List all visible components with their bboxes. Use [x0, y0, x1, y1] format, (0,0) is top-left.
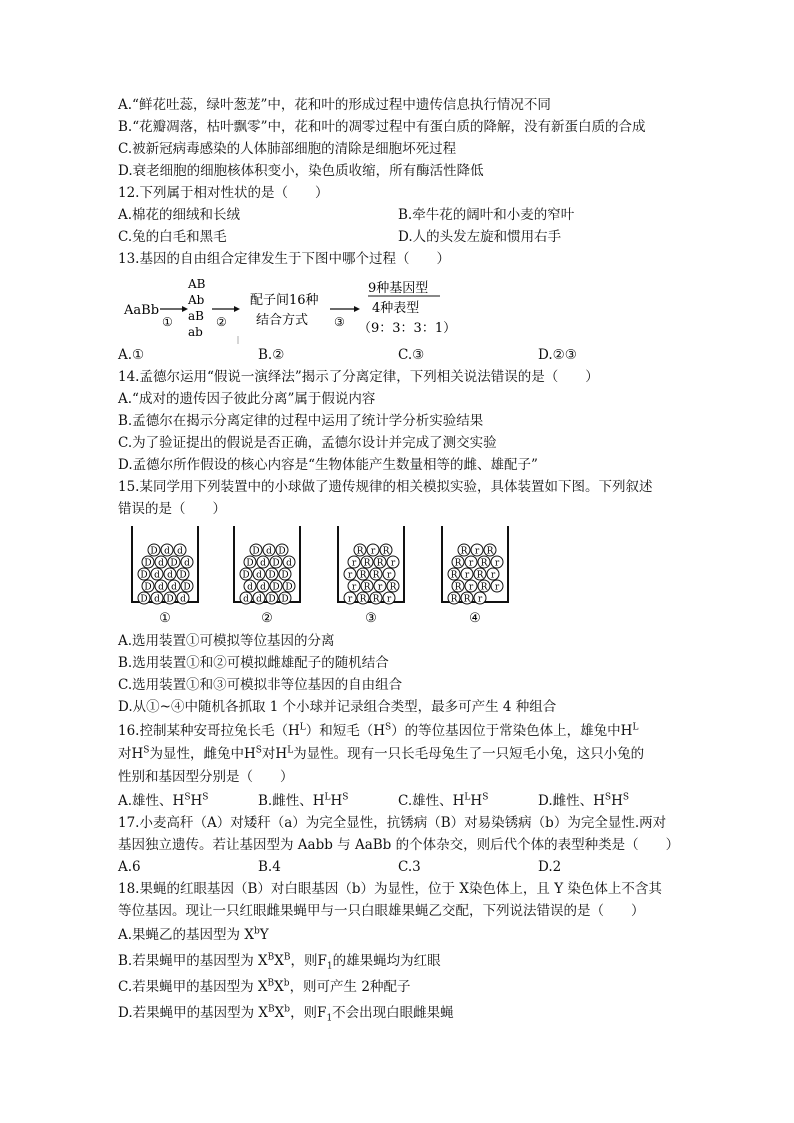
svg-text:r: r — [386, 570, 392, 581]
q11-option-b: B.“花瓣凋落，枯叶飘零”中，花和叶的凋零过程中有蛋白质的降解，没有新蛋白质的合成 — [118, 119, 646, 135]
q18-sup: b — [284, 1004, 291, 1015]
svg-text:r: r — [477, 594, 483, 605]
svg-text:r: r — [474, 546, 480, 557]
svg-text:D: D — [179, 570, 187, 581]
svg-text:d: d — [167, 570, 173, 581]
svg-text:R: R — [486, 546, 494, 557]
svg-text:d: d — [260, 582, 266, 593]
diagram-gamete-3: aB — [188, 309, 204, 323]
svg-text:r: r — [494, 582, 500, 593]
q18-line-1: 18.果蝇的红眼基因（B）对白眼基因（b）为显性，位于 X染色体上，且 Y 染色体上不含其 — [118, 881, 662, 897]
q16-sup: S — [482, 792, 489, 803]
q11-option-d: D.衰老细胞的细胞核体积变小，染色质收缩，所有酶活性降低 — [118, 163, 484, 179]
q18-sup: B — [268, 1004, 275, 1015]
q16-option-b: B.雌性、$H^LH^S$ — [258, 792, 349, 809]
ball — [458, 544, 470, 557]
ball — [142, 556, 154, 569]
ball — [387, 556, 399, 569]
q16-line-2-c: 对H — [261, 746, 288, 762]
q16-sup: S — [202, 792, 209, 803]
q18-sup: b — [253, 926, 260, 937]
ball — [177, 568, 189, 581]
q12-stem: 12.下列属于相对性状的是（ ） — [118, 185, 329, 201]
q18-option-b-end: 的雄果蝇均为红眼 — [332, 953, 441, 969]
q13-diagram-svg — [120, 276, 480, 346]
q13-stem: 13.基因的自由组合定律发生于下图中哪个过程（ ） — [118, 251, 450, 267]
svg-text:r: r — [351, 558, 357, 569]
q16-line-2-a: 对H — [118, 746, 144, 762]
q16-line-1-a: 16.控制某种安哥拉兔长毛（H — [118, 723, 300, 739]
ball — [491, 580, 503, 593]
q14-option-d: D.孟德尔所作假设的核心内容是“生物体能产生数量相等的雌、雄配子” — [118, 457, 538, 473]
svg-text:D: D — [183, 582, 191, 593]
ball — [177, 592, 189, 605]
q14-stem: 14.孟德尔运用“假说一演绎法”揭示了分离定律，下列相关说法错误的是（ ） — [118, 369, 599, 385]
q18-option-c-text: C.若果蝇甲的基因型为 X — [118, 979, 268, 995]
svg-text:r: r — [468, 558, 474, 569]
svg-text:R: R — [363, 558, 371, 569]
svg-text:d: d — [266, 546, 272, 557]
svg-text:D: D — [281, 570, 289, 581]
ball — [452, 556, 464, 569]
q13-option-b: B.② — [258, 347, 285, 363]
ball — [474, 568, 486, 581]
svg-text:D: D — [272, 558, 280, 569]
svg-text:r: r — [377, 582, 383, 593]
svg-text:r: r — [494, 558, 500, 569]
ball — [448, 568, 460, 581]
diagram-result-line-1: 9种基因型 — [368, 281, 429, 296]
q18-option-a-text: A.果蝇乙的基因型为 X — [118, 927, 254, 943]
ball — [478, 556, 490, 569]
ball — [244, 556, 256, 569]
ball — [367, 544, 379, 557]
q16-sup: S — [604, 792, 612, 803]
ball — [155, 556, 167, 569]
svg-text:D: D — [252, 546, 260, 557]
q14-option-c: C.为了验证提出的假说是否正确，孟德尔设计并完成了测交实验 — [118, 435, 497, 451]
diagram-box-line-1: 配子间16种 — [250, 293, 319, 308]
q18-option-b-text: B.若果蝇甲的基因型为 X — [118, 953, 268, 969]
svg-text:R: R — [463, 594, 471, 605]
ball — [240, 592, 252, 605]
ball — [168, 556, 180, 569]
q16-sup: L — [632, 722, 639, 733]
q18-option-a — [118, 926, 269, 944]
svg-text:D: D — [140, 570, 148, 581]
svg-text:r: r — [390, 558, 396, 569]
diagram-step-2: ② — [216, 315, 227, 329]
ball — [279, 592, 291, 605]
q18-option-d: D.若果蝇甲的基因型为 $X^BX^b$，则$F_1$不会出现白眼雌果蝇 — [118, 1004, 454, 1024]
ball — [181, 556, 193, 569]
diagram-step-3: ③ — [334, 315, 345, 329]
q12-option-d: D.人的头发左旋和惯用右手 — [398, 229, 562, 245]
ball — [263, 544, 275, 557]
svg-text:R: R — [454, 558, 462, 569]
ball — [374, 580, 386, 593]
ball — [474, 592, 486, 605]
q15-stem-line-1: 15.某同学用下列装置中的小球做了遗传规律的相关模拟实验，具体装置如下图。下列叙述 — [118, 479, 653, 495]
ball — [155, 580, 167, 593]
ball — [266, 568, 278, 581]
ball — [138, 568, 150, 581]
q16-option-d-text: D.雌性、H — [538, 793, 605, 809]
svg-text:R: R — [363, 582, 371, 593]
q16-sup: S — [143, 745, 150, 756]
q16-option-a-text: A.雄性、H — [118, 793, 185, 809]
q17-option-b: B.4 — [258, 859, 281, 875]
q18-option-b-tail: ，则F — [290, 953, 327, 969]
svg-text:d: d — [177, 546, 183, 557]
ball — [138, 592, 150, 605]
q18-option-d-tail: ，则F — [290, 1005, 327, 1021]
q17-line-2: 基因独立遗传。若让基因型为 Aabb 与 AaBb 的个体杂交，则后代个体的表型种类是（ ） — [118, 837, 680, 853]
q16-line-3: 性别和基因型分别是（ ） — [118, 769, 294, 785]
svg-text:d: d — [158, 582, 164, 593]
ball — [491, 556, 503, 569]
diagram-parent: AaBb — [124, 303, 160, 318]
diagram-gamete-1: AB — [188, 277, 206, 291]
q12-option-a: A.棉花的细绒和长绒 — [118, 207, 241, 223]
q16-option-d: D.雌性、$H^SH^S$ — [538, 792, 630, 809]
svg-text:r: r — [386, 594, 392, 605]
ball — [283, 556, 295, 569]
svg-text:d: d — [164, 546, 170, 557]
svg-text:D: D — [272, 582, 280, 593]
q15-stem-line-2: 错误的是（ ） — [118, 501, 226, 517]
svg-text:r: r — [347, 570, 353, 581]
q16-line-2 — [118, 745, 644, 763]
svg-text:R: R — [359, 570, 367, 581]
ball — [244, 580, 256, 593]
q15-option-d: D.从①~④中随机各抓取 1 个小球并记录组合类型，最多可产生 4 种组合 — [118, 699, 557, 715]
beaker-label-4: ④ — [469, 611, 481, 626]
q13-option-a: A.① — [118, 347, 145, 363]
q18-line-2: 等位基因。现让一只红眼雌果蝇甲与一只白眼雄果蝇乙交配，下列说法错误的是（ ） — [118, 903, 645, 919]
svg-text:r: r — [464, 570, 470, 581]
ball — [348, 580, 360, 593]
svg-text:d: d — [243, 594, 249, 605]
q18-sup: b — [283, 978, 290, 989]
q16-sup: S — [385, 722, 392, 733]
ball — [257, 580, 269, 593]
ball — [461, 568, 473, 581]
svg-text:d: d — [154, 570, 160, 581]
ball — [383, 592, 395, 605]
diagram-gamete-2: Ab — [188, 293, 205, 307]
svg-text:r: r — [347, 594, 353, 605]
ball — [164, 568, 176, 581]
ball — [380, 544, 392, 557]
q13-option-c: C.③ — [398, 347, 425, 363]
ball — [344, 568, 356, 581]
q18-sup: B — [267, 952, 275, 963]
q16-sup: L — [287, 745, 294, 756]
svg-text:R: R — [450, 570, 458, 581]
svg-text:r: r — [370, 546, 376, 557]
ball — [478, 580, 490, 593]
ball — [348, 556, 360, 569]
ball — [361, 580, 373, 593]
q16-sup: S — [622, 792, 630, 803]
q18-sub: 1 — [326, 961, 333, 972]
svg-text:d: d — [171, 582, 177, 593]
ball — [487, 568, 499, 581]
ball — [370, 568, 382, 581]
svg-text:D: D — [170, 558, 178, 569]
ball — [174, 544, 186, 557]
ball — [344, 592, 356, 605]
ball — [257, 556, 269, 569]
ball — [148, 544, 160, 557]
ball — [465, 580, 477, 593]
ball — [161, 544, 173, 557]
svg-text:d: d — [158, 558, 164, 569]
ball — [465, 556, 477, 569]
q16-option-a: A.雄性、$H^SH^S$ — [118, 792, 209, 809]
ball — [471, 544, 483, 557]
svg-text:R: R — [356, 546, 364, 557]
q16-line-2-d: 为显性。现有一只长毛母兔生了一只短毛小兔，这只小兔的 — [293, 746, 645, 762]
beaker-label-1: ① — [159, 611, 171, 626]
q18-option-b: B.若果蝇甲的基因型为 $X^BX^B$，则$F_1$的雄果蝇均为红眼 — [118, 952, 441, 972]
ball — [484, 544, 496, 557]
svg-text:d: d — [286, 558, 292, 569]
ball — [266, 592, 278, 605]
q16-sup: L — [324, 792, 331, 803]
ball — [250, 544, 262, 557]
ball — [361, 556, 373, 569]
svg-text:D: D — [144, 582, 152, 593]
q16-option-b-text: B.雌性、H — [258, 793, 325, 809]
beaker-label-3: ③ — [365, 611, 377, 626]
q13-diagram — [120, 276, 480, 346]
svg-text:R: R — [480, 558, 488, 569]
q15-beakers-figure — [128, 522, 518, 626]
q16-sup: L — [299, 722, 306, 733]
svg-text:R: R — [454, 582, 462, 593]
q18-option-d-text: D.若果蝇甲的基因型为 X — [118, 1005, 269, 1021]
ball — [354, 544, 366, 557]
q17-option-a: A.6 — [118, 859, 141, 875]
svg-text:D: D — [246, 558, 254, 569]
svg-text:d: d — [256, 570, 262, 581]
svg-text:R: R — [382, 546, 390, 557]
q11-option-c: C.被新冠病毒感染的人体肺部细胞的清除是细胞坏死过程 — [118, 141, 457, 157]
svg-text:R: R — [359, 594, 367, 605]
svg-text:r: r — [468, 582, 474, 593]
q16-sup: S — [342, 792, 349, 803]
svg-text:d: d — [256, 594, 262, 605]
q18-option-d-end: 不会出现白眼雌果蝇 — [332, 1005, 454, 1021]
q14-option-a: A.“成对的遗传因子彼此分离”属于假说内容 — [118, 391, 376, 407]
svg-text:d: d — [260, 558, 266, 569]
ball — [164, 592, 176, 605]
svg-text:d: d — [154, 594, 160, 605]
q16-line-1-c: ）的等位基因位于常染色体上，雄兔中H — [391, 723, 633, 739]
q13-option-d: D.②③ — [538, 347, 577, 363]
svg-text:R: R — [389, 582, 397, 593]
svg-text:D: D — [268, 570, 276, 581]
q18-option-a-tail: Y — [259, 927, 269, 943]
ball — [370, 592, 382, 605]
ball — [270, 580, 282, 593]
svg-text:R: R — [480, 582, 488, 593]
svg-text:R: R — [376, 558, 384, 569]
ball — [276, 544, 288, 557]
ball — [142, 580, 154, 593]
q16-option-c-text: C.雄性、H — [398, 793, 465, 809]
ball — [253, 592, 265, 605]
ball — [448, 592, 460, 605]
beaker-label-2: ② — [261, 611, 273, 626]
diagram-gamete-4: ab — [188, 325, 203, 339]
ball — [151, 592, 163, 605]
ball — [253, 568, 265, 581]
svg-text:R: R — [476, 570, 484, 581]
ball — [279, 568, 291, 581]
diagram-result-line-2: 4种表型 — [372, 301, 420, 316]
ball — [357, 568, 369, 581]
q16-sup: L — [464, 792, 471, 803]
svg-text:d: d — [184, 558, 190, 569]
svg-text:R: R — [372, 594, 380, 605]
q16-line-1 — [118, 722, 638, 740]
ball — [270, 556, 282, 569]
q17-option-d: D.2 — [538, 859, 562, 875]
ball — [461, 592, 473, 605]
q16-option-c: C.雄性、$H^LH^S$ — [398, 792, 489, 809]
q18-option-c-tail: ，则可产生 2种配子 — [289, 979, 411, 995]
q17-line-1: 17.小麦高秆（A）对矮秆（a）为完全显性，抗锈病（B）对易染锈病（b）为完全显性.两对 — [118, 815, 667, 831]
q16-line-1-b: ）和短毛（H — [305, 723, 386, 739]
svg-text:D: D — [285, 582, 293, 593]
diagram-step-1: ① — [162, 315, 173, 329]
svg-text:D: D — [242, 570, 250, 581]
svg-text:D: D — [268, 594, 276, 605]
q12-option-b: B.牵牛花的阔叶和小麦的窄叶 — [398, 207, 575, 223]
svg-text:R: R — [450, 594, 458, 605]
q15-option-b: B.选用装置①和②可模拟雌雄配子的随机结合 — [118, 655, 389, 671]
svg-text:D: D — [140, 594, 148, 605]
diagram-box-line-2: 结合方式 — [256, 313, 309, 328]
ball — [283, 580, 295, 593]
svg-text:r: r — [490, 570, 496, 581]
ball — [383, 568, 395, 581]
ball — [374, 556, 386, 569]
svg-text:D: D — [144, 558, 152, 569]
q18-sub: 1 — [326, 1013, 333, 1024]
q18-sup: B — [267, 978, 275, 989]
diagram-result-line-3: （9：3：3：1） — [358, 321, 457, 336]
q14-option-b: B.孟德尔在揭示分离定律的过程中运用了统计学分析实验结果 — [118, 413, 484, 429]
q12-option-c: C.兔的白毛和黑毛 — [118, 229, 227, 245]
q16-sup: S — [255, 745, 262, 756]
svg-text:d: d — [247, 582, 253, 593]
ball — [452, 580, 464, 593]
ball — [181, 580, 193, 593]
q18-option-c: C.若果蝇甲的基因型为 $X^BX^b$，则可产生 2种配子 — [118, 978, 411, 995]
beakers-svg — [128, 522, 518, 626]
svg-text:D: D — [281, 594, 289, 605]
q16-sup: S — [184, 792, 191, 803]
svg-text:D: D — [278, 546, 286, 557]
q15-option-a: A.选用装置①可模拟等位基因的分离 — [118, 633, 335, 649]
ball — [151, 568, 163, 581]
ball — [357, 592, 369, 605]
q11-option-a: A.“鲜花吐蕊，绿叶葱茏”中，花和叶的形成过程中遗传信息执行情况不同 — [118, 97, 551, 113]
q18-sup: B — [283, 952, 291, 963]
svg-text:r: r — [351, 582, 357, 593]
ball — [387, 580, 399, 593]
svg-text:D: D — [166, 594, 174, 605]
svg-text:D: D — [150, 546, 158, 557]
svg-text:d: d — [180, 594, 186, 605]
svg-text:R: R — [460, 546, 468, 557]
ball — [168, 580, 180, 593]
svg-text:R: R — [372, 570, 380, 581]
q16-line-2-b: 为显性，雌兔中H — [149, 746, 256, 762]
q15-option-c: C.选用装置①和③可模拟非等位基因的自由组合 — [118, 677, 403, 693]
q17-option-c: C.3 — [398, 859, 421, 875]
ball — [240, 568, 252, 581]
